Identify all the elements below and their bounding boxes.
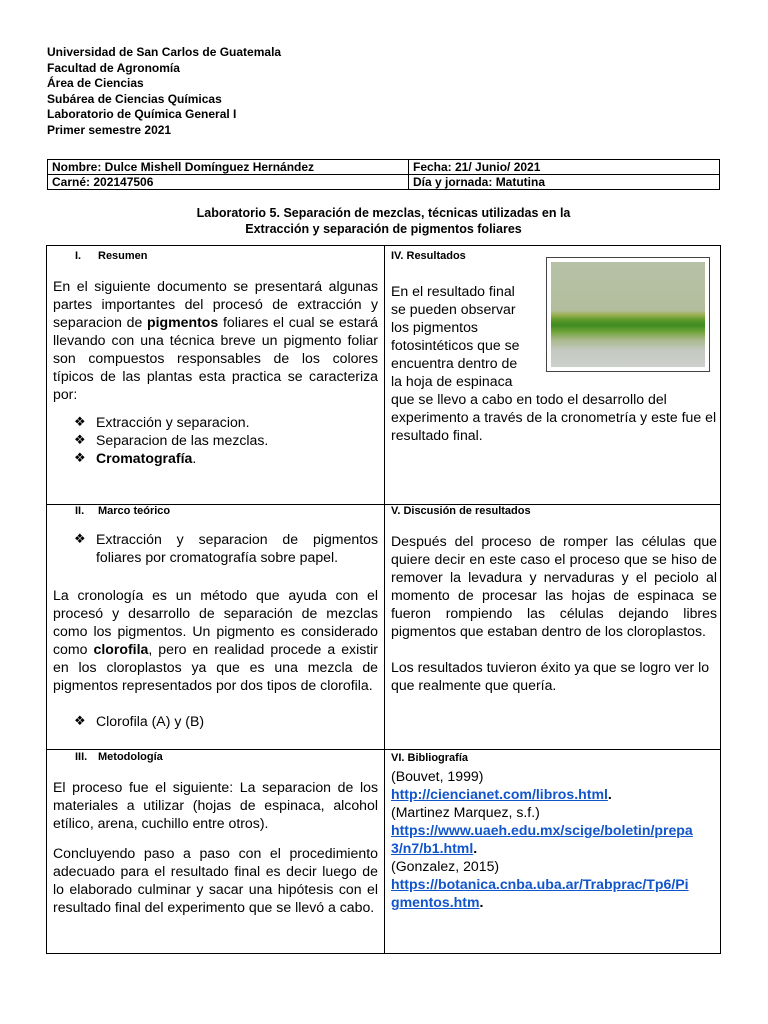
text-line: fotosintéticos que se bbox=[391, 337, 520, 353]
list-item: ❖ Cromatografía. bbox=[74, 450, 197, 466]
title-line-1: Laboratorio 5. Separación de mezclas, técnicas utilizadas en la bbox=[196, 206, 571, 220]
student-info-table bbox=[47, 159, 720, 190]
section-metodologia bbox=[53, 751, 378, 916]
student-id: Carné: 202147506 bbox=[48, 175, 409, 190]
list-item: ❖ Extracción y separacion de pigmentos foliares por cromatografía sobre papel. bbox=[74, 531, 378, 565]
chromatography-photo bbox=[546, 257, 710, 372]
text-line: encuentra dentro de bbox=[391, 355, 518, 371]
link-ciencianet[interactable]: http://ciencianet.com/libros.html bbox=[391, 786, 608, 802]
bibliography-list bbox=[391, 767, 717, 911]
text-line: En el resultado final bbox=[391, 283, 515, 299]
link-botanica-cont[interactable]: gmentos.htm bbox=[391, 894, 480, 910]
text-line: se pueden observar bbox=[391, 301, 516, 317]
student-name: Nombre: Dulce Mishell Domínguez Hernández bbox=[48, 160, 409, 175]
section-resumen bbox=[53, 250, 378, 467]
discusion-paragraph-1: Después del proceso de romper las células que quiere decir en este caso el proceso que se hiso de remover la levadura y nervaduras y el peciolo al momento de procesar las hojas de espinaca se fueron rompiendo las células dejando libres pigmentos que estaban dentro de los cloroplastos. bbox=[391, 533, 717, 639]
section-heading: III. Metodología bbox=[75, 751, 163, 763]
marco-paragraph: La cronología es un método que ayuda con el procesó y desarrollo de separación de mezclas como los pigmentos. Un pigmento es considerado como clorofila, pero en realidad procede a existir en los cloroplastos ya que es una mezcla de pigmentos representados por dos tipos de clorofila. bbox=[53, 587, 378, 693]
link-uaeh-cont[interactable]: 3/n7/b1.html bbox=[391, 840, 474, 856]
section-heading: VI. Bibliografía bbox=[391, 752, 469, 764]
diamond-bullet-icon: ❖ bbox=[74, 713, 86, 728]
reference: (Bouvet, 1999) bbox=[391, 768, 484, 784]
text-line: la hoja de espinaca bbox=[391, 373, 513, 389]
list-item: ❖ Clorofila (A) y (B) bbox=[74, 713, 205, 729]
column-divider bbox=[384, 246, 385, 953]
link-botanica[interactable]: https://botanica.cnba.uba.ar/Trabprac/Tp6/Pi bbox=[391, 876, 689, 892]
reference-link-row bbox=[391, 785, 717, 803]
document-title bbox=[47, 205, 720, 237]
section-heading: II. Marco teórico bbox=[75, 505, 171, 517]
title-line-2: Extracción y separación de pigmentos foliares bbox=[245, 222, 522, 236]
period: . bbox=[473, 840, 478, 856]
header-line: Primer semestre 2021 bbox=[47, 122, 172, 137]
header-line: Laboratorio de Química General I bbox=[47, 107, 237, 122]
reference-link-row bbox=[391, 893, 717, 911]
pigment-band-image bbox=[551, 262, 705, 367]
diamond-bullet-icon: ❖ bbox=[74, 414, 86, 429]
reference: (Gonzalez, 2015) bbox=[391, 858, 500, 874]
marco-list bbox=[53, 530, 378, 566]
section-heading: V. Discusión de resultados bbox=[391, 505, 531, 517]
report-grid bbox=[46, 245, 721, 954]
resumen-list bbox=[53, 413, 378, 467]
header-line: Facultad de Agronomía bbox=[47, 60, 180, 75]
section-bibliografia bbox=[391, 752, 717, 911]
reference-link-row bbox=[391, 839, 717, 857]
reference: (Martinez Marquez, s.f.) bbox=[391, 804, 540, 820]
date: Fecha: 21/ Junio/ 2021 bbox=[409, 160, 720, 175]
resumen-paragraph: En el siguiente documento se presentará algunas partes importantes del procesó de extracción y separacion de pigmentos foliares el cual se estará llevando con una técnica breve un pigmento foliar son compuestos responsables de los colores típicos de las plantas esta practica se caracteriza por: bbox=[53, 278, 378, 402]
link-uaeh[interactable]: https://www.uaeh.edu.mx/scige/boletin/prepa bbox=[391, 822, 693, 838]
list-item: ❖ Extracción y separacion. bbox=[74, 414, 250, 430]
schedule: Día y jornada: Matutina bbox=[409, 175, 720, 190]
list-item: ❖ Separacion de las mezclas. bbox=[74, 432, 269, 448]
discusion-paragraph-2: Los resultados tuvieron éxito ya que se logro ver lo que realmente que quería. bbox=[391, 659, 710, 693]
period: . bbox=[607, 786, 612, 802]
diamond-bullet-icon: ❖ bbox=[74, 450, 86, 465]
diamond-bullet-icon: ❖ bbox=[74, 531, 86, 546]
diamond-bullet-icon: ❖ bbox=[74, 432, 86, 447]
metodologia-paragraph-2: Concluyendo paso a paso con el procedimiento adecuado para el resultado final es decir luego de lo elaborado culminar y sacar una hipótesis con el resultado final del experimento que se llevó a cabo. bbox=[53, 845, 378, 915]
period: . bbox=[479, 894, 484, 910]
header-line: Universidad de San Carlos de Guatemala bbox=[47, 45, 282, 59]
institution-header bbox=[47, 45, 281, 139]
header-line: Subárea de Ciencias Químicas bbox=[47, 91, 222, 106]
text-line: los pigmentos bbox=[391, 319, 478, 335]
section-heading: I. Resumen bbox=[75, 250, 148, 262]
header-line: Área de Ciencias bbox=[47, 76, 144, 91]
section-discusion bbox=[391, 505, 717, 694]
text-line: que se llevo a cabo en todo el desarrollo del experimento a través de la cronometría y este fue el resultado final. bbox=[391, 391, 717, 443]
section-heading: IV. Resultados bbox=[391, 250, 466, 262]
section-marco-teorico bbox=[53, 505, 378, 730]
metodologia-paragraph-1: El proceso fue el siguiente: La separacion de los materiales a utilizar (hojas de espinaca, alcohol etílico, arena, cuchillo entre otros). bbox=[53, 779, 378, 831]
marco-list-2 bbox=[53, 712, 378, 730]
row-divider bbox=[47, 749, 720, 750]
